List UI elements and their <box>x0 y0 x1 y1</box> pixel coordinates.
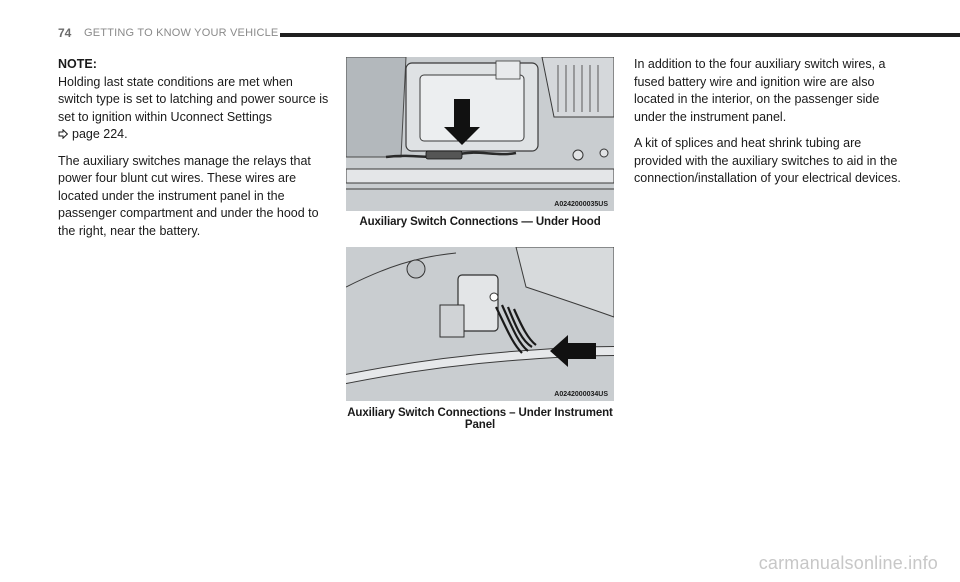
note-body: Holding last state conditions are met when switch type is set to latching and power source is set to ignition within Uconnect Settings <box>58 74 329 124</box>
page-reference-link[interactable]: page 224. <box>72 127 128 141</box>
page-number: 74 <box>58 26 72 40</box>
body-paragraph: In addition to the four auxiliary switch wires, a fused battery wire and ignition wire are also located in the interior, on the passenger side under the instrument panel. <box>634 57 886 124</box>
figure-caption: Auxiliary Switch Connections — Under Hood <box>359 216 601 228</box>
under-instrument-panel-illustration <box>346 247 614 401</box>
note-text <box>58 74 330 144</box>
note-title: NOTE: <box>58 57 97 71</box>
right-column <box>634 56 908 197</box>
left-column <box>58 56 330 249</box>
image-code: A0242000035US <box>554 201 608 208</box>
under-hood-illustration <box>346 57 614 211</box>
page-reference-arrow-icon <box>58 129 68 139</box>
figure-under-hood <box>346 57 614 228</box>
body-paragraph: A kit of splices and heat shrink tubing are provided with the auxiliary switches to aid in the connection/installation of your electrical devices. <box>634 136 901 185</box>
figure-caption: Auxiliary Switch Connections – Under Instrument Panel <box>347 407 613 431</box>
header-rule <box>280 33 960 37</box>
page-header <box>58 24 908 42</box>
body-paragraph: The auxiliary switches manage the relays that power four blunt cut wires. These wires are located under the instrument panel in the passenger compartment and under the hood to the right, near the battery. <box>58 153 319 238</box>
section-title: GETTING TO KNOW YOUR VEHICLE <box>84 27 279 39</box>
figure-under-instrument-panel <box>346 247 614 431</box>
watermark: carmanualsonline.info <box>758 553 938 573</box>
image-code: A0242000034US <box>554 391 608 398</box>
